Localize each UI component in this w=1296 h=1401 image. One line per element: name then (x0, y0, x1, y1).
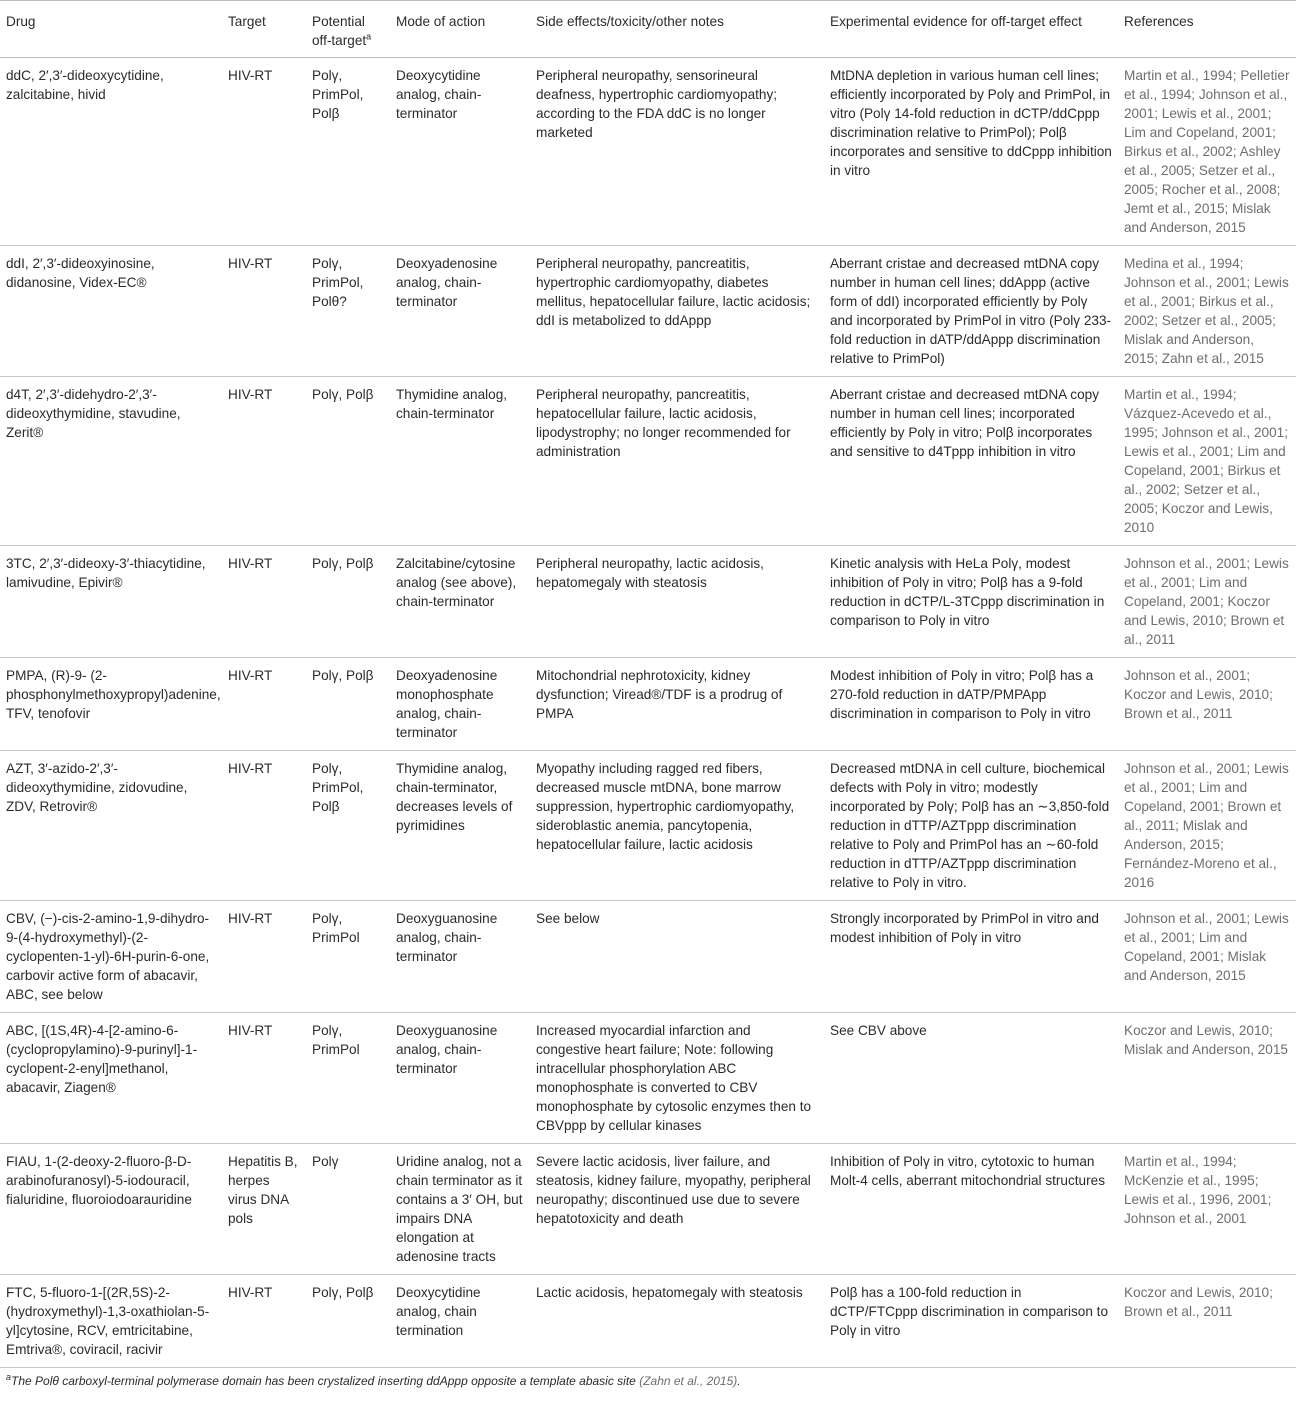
header-evidence: Experimental evidence for off-target effect (824, 1, 1118, 58)
cell-evidence: MtDNA depletion in various human cell lines; efficiently incorporated by Polγ and PrimPol, in vitro (Polγ 14-fold reduction in dCTP/ddCppp discrimination relative to PrimPol); Polβ incorporates and sensitive to ddCppp inhibition in vitro (824, 58, 1118, 246)
cell-references[interactable]: Martin et al., 1994; McKenzie et al., 1995; Lewis et al., 1996, 2001; Johnson et al., 2001 (1118, 1144, 1296, 1275)
cell-target: HIV-RT (222, 246, 306, 377)
header-offtarget-label: Potential off-target (312, 14, 367, 48)
cell-drug: d4T, 2′,3′-didehydro-2′,3′-dideoxythymidine, stavudine, Zerit® (0, 377, 222, 546)
cell-mode: Deoxycytidine analog, chain-terminator (390, 58, 530, 246)
cell-references[interactable]: Johnson et al., 2001; Koczor and Lewis, 2010; Brown et al., 2011 (1118, 658, 1296, 751)
cell-references[interactable]: Martin et al., 1994; Vázquez-Acevedo et al., 1995; Johnson et al., 2001; Lewis et al., 2001; Lim and Copeland, 2001; Birkus et al., 2002; Setzer et al., 2005; Koczor and Lewis, 2010 (1118, 377, 1296, 546)
cell-side-effects: See below (530, 901, 824, 1013)
cell-evidence: Modest inhibition of Polγ in vitro; Polβ has a 270-fold reduction in dATP/PMPApp discrimination in comparison to Polγ in vitro (824, 658, 1118, 751)
cell-mode: Deoxyadenosine monophosphate analog, chain-terminator (390, 658, 530, 751)
cell-evidence: Polβ has a 100-fold reduction in dCTP/FTCppp discrimination in comparison to Polγ in vitro (824, 1275, 1118, 1368)
header-side-effects: Side effects/toxicity/other notes (530, 1, 824, 58)
cell-target: HIV-RT (222, 58, 306, 246)
cell-evidence: Inhibition of Polγ in vitro, cytotoxic to human Molt-4 cells, aberrant mitochondrial structures (824, 1144, 1118, 1275)
header-references: References (1118, 1, 1296, 58)
cell-offtarget: Polγ, Polβ (306, 546, 390, 658)
footnote-marker: a (6, 1372, 12, 1382)
cell-drug: FTC, 5-fluoro-1-[(2R,5S)-2-(hydroxymethyl)-1,3-oxathiolan-5-yl]cytosine, RCV, emtricitabine, Emtriva®, coviracil, racivir (0, 1275, 222, 1368)
cell-side-effects: Mitochondrial nephrotoxicity, kidney dysfunction; Viread®/TDF is a prodrug of PMPA (530, 658, 824, 751)
cell-drug: ddC, 2′,3′-dideoxycytidine, zalcitabine, hivid (0, 58, 222, 246)
table-row (0, 58, 1296, 246)
table-row (0, 246, 1296, 377)
table-footnote (0, 1368, 1296, 1394)
cell-mode: Uridine analog, not a chain terminator as it contains a 3′ OH, but impairs DNA elongation at adenosine tracts (390, 1144, 530, 1275)
cell-references[interactable]: Koczor and Lewis, 2010; Mislak and Anderson, 2015 (1118, 1013, 1296, 1144)
table-row (0, 1275, 1296, 1368)
cell-offtarget: Polγ, Polβ (306, 377, 390, 546)
cell-offtarget: Polγ (306, 1144, 390, 1275)
table-row (0, 1013, 1296, 1144)
cell-offtarget: Polγ, PrimPol, Polβ (306, 58, 390, 246)
cell-drug: AZT, 3′-azido-2′,3′-dideoxythymidine, zidovudine, ZDV, Retrovir® (0, 751, 222, 901)
cell-side-effects: Peripheral neuropathy, pancreatitis, hepatocellular failure, lactic acidosis, lipodystrophy; no longer recommended for administration (530, 377, 824, 546)
cell-drug: CBV, (−)-cis-2-amino-1,9-dihydro-9-(4-hydroxymethyl)-(2-cyclopenten-1-yl)-6H-purin-6-one, carbovir active form of abacavir, ABC, see below (0, 901, 222, 1013)
cell-mode: Deoxyguanosine analog, chain-terminator (390, 1013, 530, 1144)
cell-mode: Thymidine analog, chain-terminator, decreases levels of pyrimidines (390, 751, 530, 901)
cell-drug: PMPA, (R)-9- (2-phosphonylmethoxypropyl)adenine, TFV, tenofovir (0, 658, 222, 751)
cell-evidence: Aberrant cristae and decreased mtDNA copy number in human cell lines; ddAppp (active form of ddI) incorporated efficiently by Polγ and incorporated by PrimPol in vitro (Polγ 233-fold reduction in dATP/ddAppp discrimination relative to PrimPol) (824, 246, 1118, 377)
cell-references[interactable]: Medina et al., 1994; Johnson et al., 2001; Lewis et al., 2001; Birkus et al., 2002; Setzer et al., 2005; Mislak and Anderson, 2015; Zahn et al., 2015 (1118, 246, 1296, 377)
cell-offtarget: Polγ, Polβ (306, 1275, 390, 1368)
cell-offtarget: Polγ, PrimPol (306, 1013, 390, 1144)
table-row (0, 751, 1296, 901)
header-mode: Mode of action (390, 1, 530, 58)
cell-side-effects: Peripheral neuropathy, sensorineural deafness, hypertrophic cardiomyopathy; according to the FDA ddC is no longer marketed (530, 58, 824, 246)
cell-evidence: Kinetic analysis with HeLa Polγ, modest inhibition of Polγ in vitro; Polβ has a 9-fold reduction in dCTP/L-3TCppp discrimination in comparison to Polγ in vitro (824, 546, 1118, 658)
cell-side-effects: Severe lactic acidosis, liver failure, and steatosis, kidney failure, myopathy, peripheral neuropathy; discontinued use due to severe hepatotoxicity and death (530, 1144, 824, 1275)
cell-target: HIV-RT (222, 1013, 306, 1144)
table-row (0, 1144, 1296, 1275)
cell-target: HIV-RT (222, 377, 306, 546)
cell-target: HIV-RT (222, 901, 306, 1013)
footnote-end: . (737, 1374, 741, 1388)
header-offtarget (306, 1, 390, 58)
cell-side-effects: Myopathy including ragged red fibers, decreased muscle mtDNA, bone marrow suppression, hypertrophic cardiomyopathy, sideroblastic anemia, pancytopenia, hepatocellular failure, lactic acidosis (530, 751, 824, 901)
cell-drug: 3TC, 2′,3′-dideoxy-3′-thiacytidine, lamivudine, Epivir® (0, 546, 222, 658)
cell-target: HIV-RT (222, 1275, 306, 1368)
cell-side-effects: Increased myocardial infarction and congestive heart failure; Note: following intracellular phosphorylation ABC monophosphate is converted to CBV monophosphate by cytosolic enzymes then to CBVppp by cellular kinases (530, 1013, 824, 1144)
cell-references[interactable]: Martin et al., 1994; Pelletier et al., 1994; Johnson et al., 2001; Lewis et al., 2001; Lim and Copeland, 2001; Birkus et al., 2002; Ashley et al., 2005; Setzer et al., 2005; Rocher et al., 2008; Jemt et al., 2015; Mislak and Anderson, 2015 (1118, 58, 1296, 246)
cell-target: Hepatitis B, herpes virus DNA pols (222, 1144, 306, 1275)
header-target: Target (222, 1, 306, 58)
cell-side-effects: Lactic acidosis, hepatomegaly with steatosis (530, 1275, 824, 1368)
cell-evidence: Aberrant cristae and decreased mtDNA copy number in human cell lines; incorporated efficiently by Polγ in vitro; Polβ incorporates and sensitive to d4Tppp inhibition in vitro (824, 377, 1118, 546)
cell-drug: ddI, 2′,3′-dideoxyinosine, didanosine, Videx-EC® (0, 246, 222, 377)
cell-drug: FIAU, 1-(2-deoxy-2-fluoro-β-D-arabinofuranosyl)-5-iodouracil, fialuridine, fluoroiodoarauridine (0, 1144, 222, 1275)
header-drug: Drug (0, 1, 222, 58)
footnote-text: The Polθ carboxyl-terminal polymerase domain has been crystalized inserting ddAppp opposite a template abasic site (11, 1374, 636, 1388)
header-row (0, 1, 1296, 58)
table-row (0, 377, 1296, 546)
cell-references[interactable]: Koczor and Lewis, 2010; Brown et al., 2011 (1118, 1275, 1296, 1368)
cell-offtarget: Polγ, PrimPol, Polθ? (306, 246, 390, 377)
cell-evidence: See CBV above (824, 1013, 1118, 1144)
cell-side-effects: Peripheral neuropathy, lactic acidosis, hepatomegaly with steatosis (530, 546, 824, 658)
cell-evidence: Strongly incorporated by PrimPol in vitro and modest inhibition of Polγ in vitro (824, 901, 1118, 1013)
cell-offtarget: Polγ, Polβ (306, 658, 390, 751)
cell-mode: Thymidine analog, chain-terminator (390, 377, 530, 546)
cell-target: HIV-RT (222, 658, 306, 751)
cell-mode: Zalcitabine/cytosine analog (see above), chain-terminator (390, 546, 530, 658)
cell-references[interactable]: Johnson et al., 2001; Lewis et al., 2001; Lim and Copeland, 2001; Mislak and Anderson, 2015 (1118, 901, 1296, 1013)
cell-mode: Deoxyadenosine analog, chain-terminator (390, 246, 530, 377)
cell-target: HIV-RT (222, 751, 306, 901)
cell-side-effects: Peripheral neuropathy, pancreatitis, hypertrophic cardiomyopathy, diabetes mellitus, hepatocellular failure, lactic acidosis; ddI is metabolized to ddAppp (530, 246, 824, 377)
cell-mode: Deoxycytidine analog, chain termination (390, 1275, 530, 1368)
cell-offtarget: Polγ, PrimPol (306, 901, 390, 1013)
table-row (0, 901, 1296, 1013)
table-row (0, 546, 1296, 658)
cell-references[interactable]: Johnson et al., 2001; Lewis et al., 2001; Lim and Copeland, 2001; Koczor and Lewis, 2010; Brown et al., 2011 (1118, 546, 1296, 658)
cell-evidence: Decreased mtDNA in cell culture, biochemical defects with Polγ in vitro; modestly incorporated by Polγ; Polβ has an ∼3,850-fold reduction in dTTP/AZTppp discrimination relative to Polγ and PrimPol has an ∼60-fold reduction in dTTP/AZTppp discrimination relative to Polγ in vitro. (824, 751, 1118, 901)
footnote-citation[interactable]: (Zahn et al., 2015) (639, 1374, 738, 1388)
cell-drug: ABC, [(1S,4R)-4-[2-amino-6-(cyclopropylamino)-9-purinyl]-1-cyclopent-2-enyl]methanol, abacavir, Ziagen® (0, 1013, 222, 1144)
cell-target: HIV-RT (222, 546, 306, 658)
footnote-marker: a (366, 31, 372, 42)
cell-mode: Deoxyguanosine analog, chain-terminator (390, 901, 530, 1013)
cell-references[interactable]: Johnson et al., 2001; Lewis et al., 2001; Lim and Copeland, 2001; Brown et al., 2011; Mislak and Anderson, 2015; Fernández-Moreno et al., 2016 (1118, 751, 1296, 901)
cell-offtarget: Polγ, PrimPol, Polβ (306, 751, 390, 901)
table-row (0, 658, 1296, 751)
